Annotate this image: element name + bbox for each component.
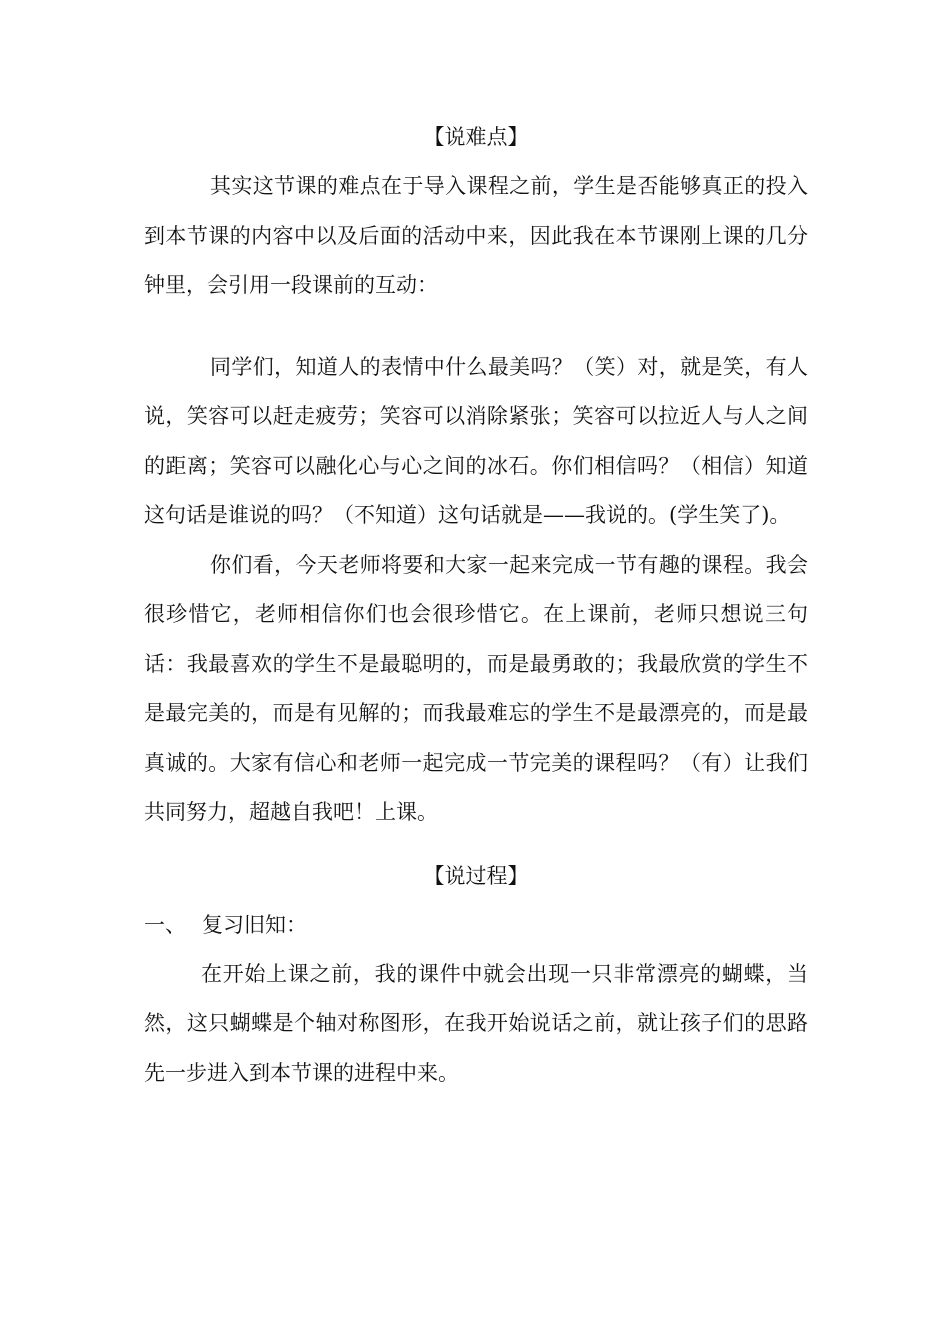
section-heading-difficulty: 【说难点】 xyxy=(423,125,529,149)
list-item-number: 一、 xyxy=(144,912,186,937)
paragraph-review-text: 在开始上课之前，我的课件中就会出现一只非常漂亮的蝴蝶，当然，这只蝴蝶是个轴对称图形，在我开始说话之前，就让孩子们的思路先一步进入到本节课的进程中来。 xyxy=(144,961,808,1085)
spacer xyxy=(144,311,808,343)
section-heading-process: 【说过程】 xyxy=(423,863,529,888)
paragraph-dialogue-2: 你们看，今天老师将要和大家一起来完成一节有趣的课程。我会很珍惜它，老师相信你们也会很珍惜它。在上课前，老师只想说三句话：我最喜欢的学生不是最聪明的，而是最勇敢的；我最欣赏的学生不是最完美的，而是有见解的；而我最难忘的学生不是最漂亮的，而是最真诚的。大家有信心和老师一起完成一节完美的课程吗？（有）让我们共同努力，超越自我吧！上课。 xyxy=(144,552,808,824)
paragraph-difficulty-intro: 其实这节课的难点在于导入课程之前，学生是否能够真正的投入到本节课的内容中以及后面的活动中来，因此我在本节课刚上课的几分钟里，会引用一段课前的互动： xyxy=(144,174,808,297)
list-item-title: 复习旧知： xyxy=(202,912,307,937)
list-item-review xyxy=(144,901,808,950)
document-content xyxy=(144,113,808,1098)
spacer xyxy=(144,838,808,852)
paragraph-dialogue-1: 同学们，知道人的表情中什么最美吗？（笑）对，就是笑，有人说，笑容可以赶走疲劳；笑容可以消除紧张；笑容可以拉近人与人之间的距离；笑容可以融化心与心之间的冰石。你们相信吗？（相信）知道这句话是谁说的吗？（不知道）这句话就是——我说的。(学生笑了)。 xyxy=(144,354,808,527)
